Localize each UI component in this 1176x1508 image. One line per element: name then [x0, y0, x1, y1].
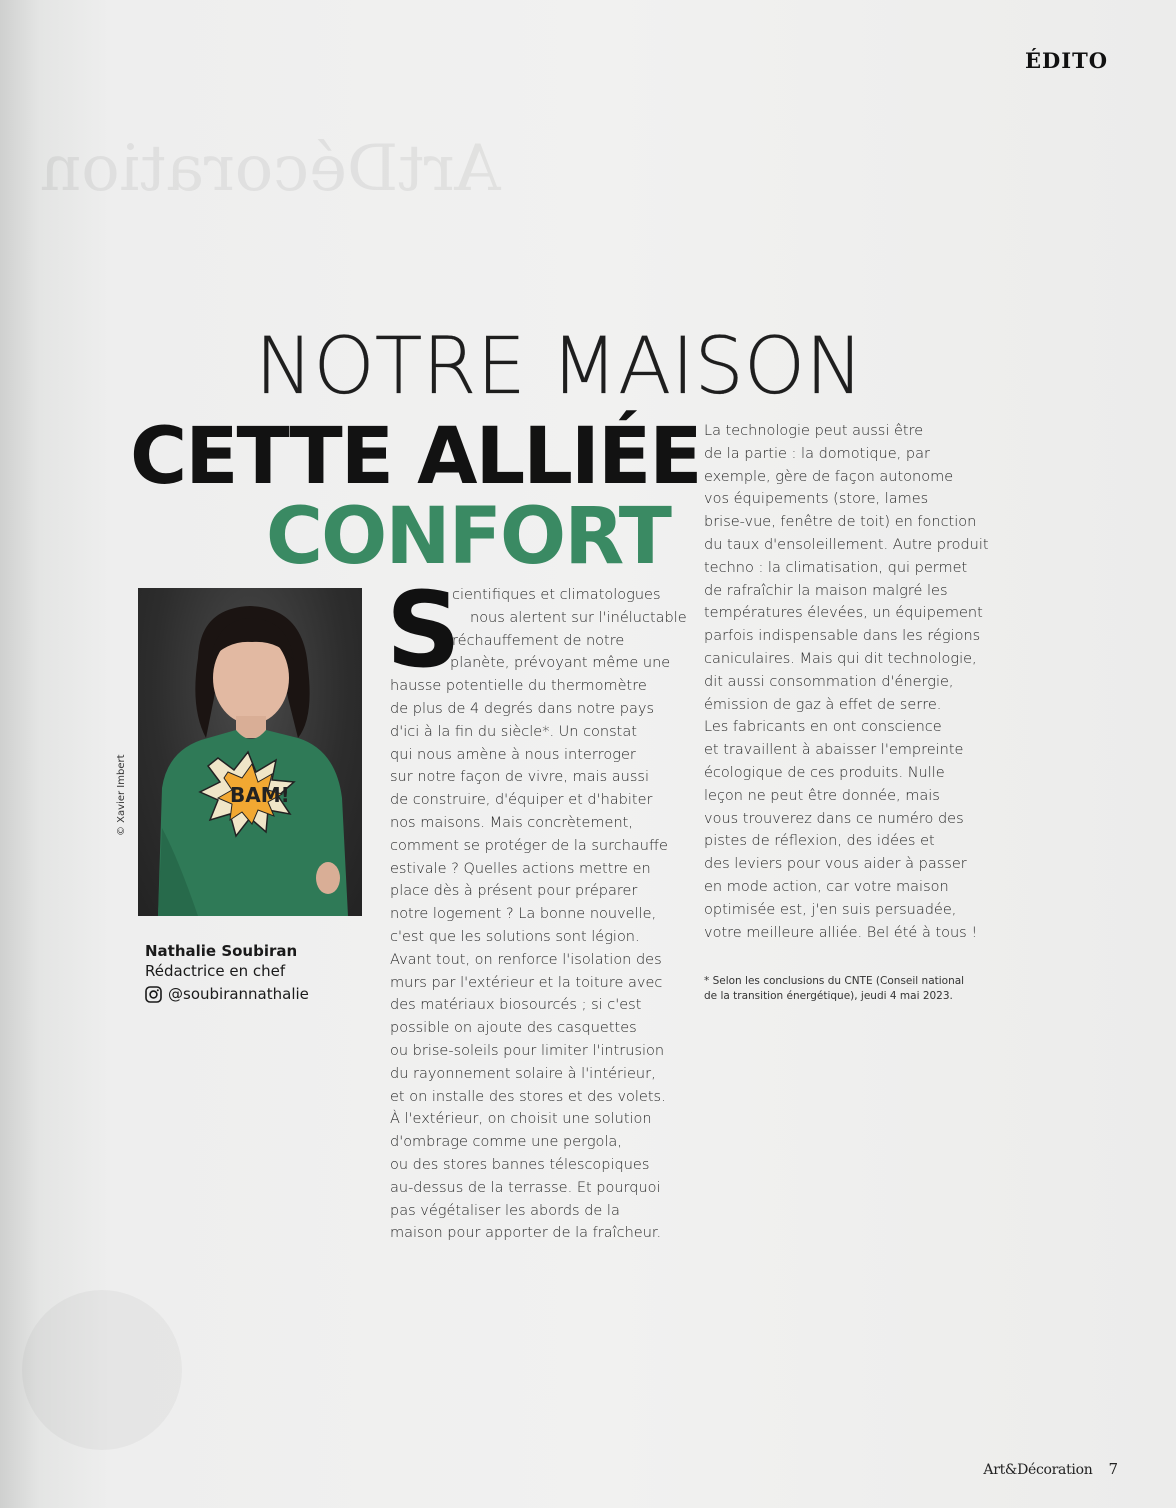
text-line: exemple, gère de façon autonome [704, 468, 954, 485]
text-line: caniculaires. Mais qui dit technologie, [704, 650, 977, 667]
text-line: du taux d'ensoleillement. Autre produit [704, 536, 989, 553]
text-line: pas végétaliser les abords de la [390, 1202, 620, 1219]
text-line: de la partie : la domotique, par [704, 445, 930, 462]
text-line: Les fabricants en ont conscience [704, 719, 942, 736]
title-line-3: CONFORT [265, 492, 670, 582]
text-line: températures élevées, un équipement [704, 605, 983, 622]
text-line: de construire, d'équiper et d'habiter [390, 792, 653, 809]
text-line: réchauffement de notre [452, 632, 625, 649]
text-line: c'est que les solutions sont légion. [390, 928, 640, 945]
portrait-illustration [138, 588, 362, 916]
ghost-masthead-showthrough: ArtDécoration [40, 132, 501, 206]
text-line: qui nous amène à nous interroger [390, 746, 636, 763]
text-line: cientifiques et climatologues [452, 587, 661, 603]
text-line: pistes de réflexion, des idées et [704, 833, 935, 850]
text-line: ou des stores bannes télescopiques [390, 1156, 650, 1173]
text-line: À l'extérieur, on choisit une solution [390, 1111, 652, 1128]
text-line: optimisée est, j'en suis persuadée, [704, 901, 957, 918]
text-line: techno : la climatisation, qui permet [704, 559, 968, 576]
page-footer [983, 1460, 1118, 1478]
text-line: nos maisons. Mais concrètement, [390, 814, 633, 831]
text-line: nous alertent sur l'inéluctable [470, 609, 687, 626]
title-line-1: NOTRE MAISON [255, 322, 864, 412]
text-line: brise-vue, fenêtre de toit) en fonction [704, 514, 977, 531]
text-line: leçon ne peut être donnée, mais [704, 787, 940, 804]
author-portrait [138, 588, 362, 916]
page-number: 7 [1108, 1460, 1118, 1478]
text-line: du rayonnement solaire à l'intérieur, [390, 1065, 656, 1082]
author-handle-text: @soubirannathalie [168, 985, 309, 1003]
article-column-2 [704, 420, 1004, 944]
text-line: vos équipements (store, lames [704, 491, 929, 508]
text-line: sur notre façon de vivre, mais aussi [390, 769, 649, 786]
text-line: et on installe des stores et des volets. [390, 1088, 666, 1105]
author-handle[interactable] [145, 985, 309, 1003]
magazine-name: Art&Décoration [983, 1462, 1093, 1478]
text-line: d'ici à la fin du siècle*. Un constat [390, 723, 637, 740]
text-line: de rafraîchir la maison malgré les [704, 582, 948, 599]
text-line: hausse potentielle du thermomètre [390, 678, 647, 695]
text-line: Avant tout, on renforce l'isolation des [390, 951, 662, 968]
ghost-circle-showthrough [22, 1290, 182, 1450]
text-line: des leviers pour vous aider à passer [704, 856, 967, 873]
text-line: d'ombrage comme une pergola, [390, 1134, 622, 1151]
text-line: votre meilleure alliée. Bel été à tous ! [704, 924, 978, 941]
text-line: estivale ? Quelles actions mettre en [390, 860, 651, 877]
section-label: ÉDITO [1025, 48, 1108, 73]
instagram-icon [145, 986, 162, 1003]
text-line: au-dessus de la terrasse. Et pourquoi [390, 1179, 661, 1196]
text-line: planète, prévoyant même une [450, 655, 671, 672]
text-line: en mode action, car votre maison [704, 878, 949, 895]
photo-credit: © Xavier Imbert [116, 754, 127, 836]
text-line: et travaillent à abaisser l'empreinte [704, 742, 964, 759]
article-column-1 [390, 584, 687, 1245]
text-line: de plus de 4 degrés dans notre pays [390, 700, 655, 717]
dropcap: S [386, 569, 461, 691]
footnote [704, 974, 1004, 1004]
title-line-2: CETTE ALLIÉE [130, 412, 701, 502]
text-line: dit aussi consommation d'énergie, [704, 673, 954, 690]
text-line: notre logement ? La bonne nouvelle, [390, 906, 657, 923]
text-line: vous trouverez dans ce numéro des [704, 810, 964, 827]
footnote-line: * Selon les conclusions du CNTE (Conseil national [704, 975, 965, 987]
text-line: des matériaux biosourcés ; si c'est [390, 997, 642, 1014]
text-line: maison pour apporter de la fraîcheur. [390, 1225, 662, 1242]
text-line: La technologie peut aussi être [704, 423, 924, 439]
text-line: comment se protéger de la surchauffe [390, 837, 668, 854]
shirt-text: BAM! [230, 783, 290, 807]
text-line: ou brise-soleils pour limiter l'intrusion [390, 1042, 665, 1059]
text-line: place dès à présent pour préparer [390, 883, 638, 900]
text-line: possible on ajoute des casquettes [390, 1020, 637, 1037]
author-name: Nathalie Soubiran [145, 942, 298, 960]
text-line: parfois indispensable dans les régions [704, 628, 981, 645]
text-line: émission de gaz à effet de serre. [704, 696, 942, 713]
footnote-line: de la transition énergétique), jeudi 4 mai 2023. [704, 990, 953, 1002]
text-line: murs par l'extérieur et la toiture avec [390, 974, 663, 991]
author-role: Rédactrice en chef [145, 962, 286, 980]
text-line: écologique de ces produits. Nulle [704, 764, 945, 781]
